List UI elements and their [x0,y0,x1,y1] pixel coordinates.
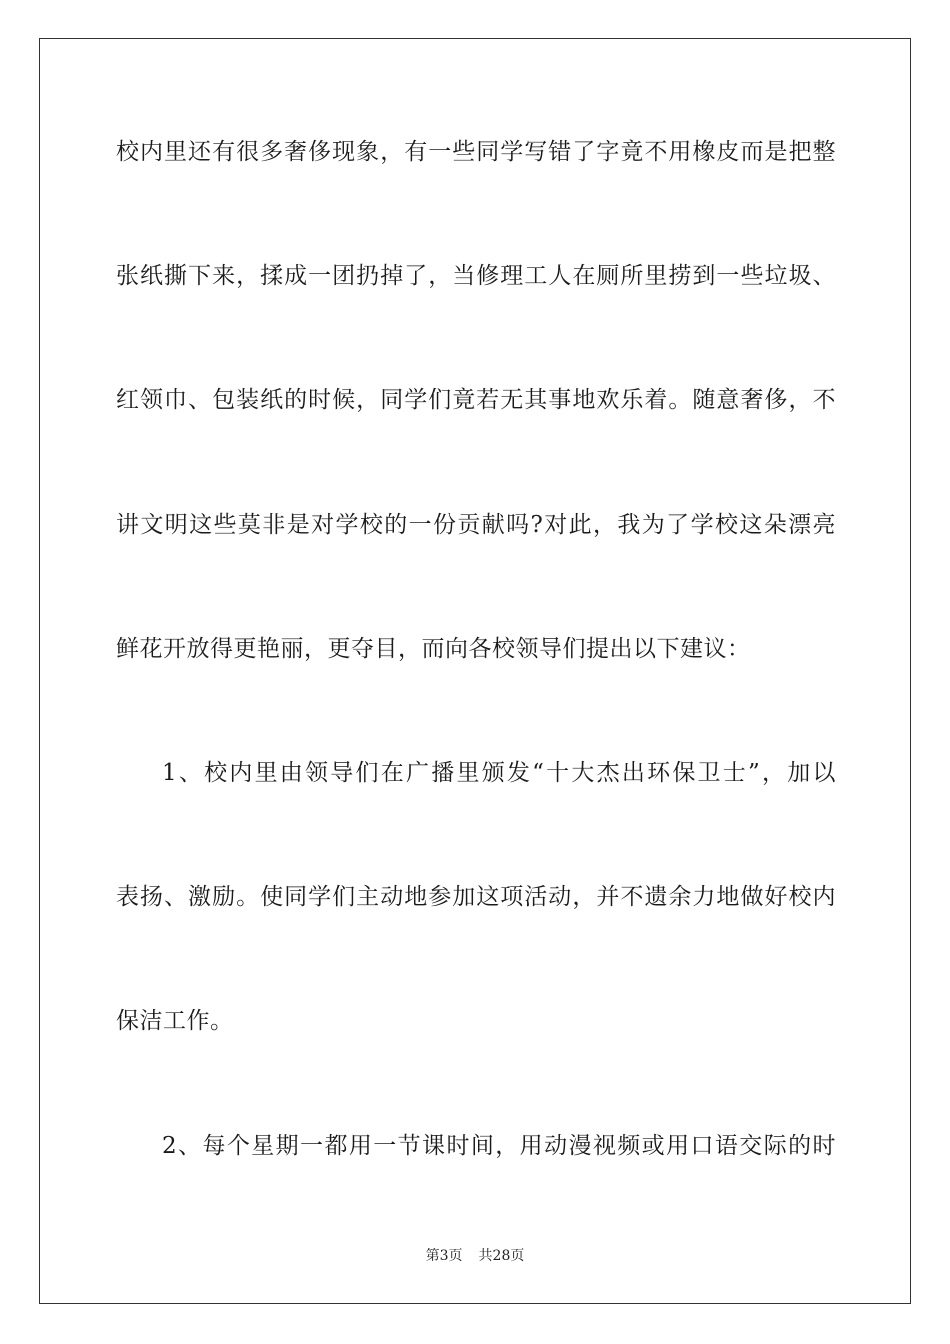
text-line-8: 保洁工作。 [116,1008,234,1034]
text-line-4: 讲文明这些莫非是对学校的一份贡献吗?对此，我为了学校这朵漂亮 [116,512,836,538]
page-number-total: 共28页 [478,1248,525,1264]
text-line-6: 1、校内里由领导们在广播里颁发“十大杰出环保卫士”，加以 [162,760,836,786]
text-line-9: 2、每个星期一都用一节课时间，用动漫视频或用口语交际的时 [162,1133,836,1159]
text-line-1: 校内里还有很多奢侈现象，有一些同学写错了字竟不用橡皮而是把整 [116,139,836,165]
text-line-3: 红领巾、包装纸的时候，同学们竟若无其事地欢乐着。随意奢侈，不 [116,387,836,413]
page-border [39,38,911,1304]
page-footer [0,1247,950,1265]
text-line-5: 鲜花开放得更艳丽，更夺目，而向各校领导们提出以下建议： [116,636,751,662]
text-line-7: 表扬、激励。使同学们主动地参加这项活动，并不遗余力地做好校内 [116,884,836,910]
page-number-current: 第3页 [425,1248,463,1264]
text-line-2: 张纸撕下来，揉成一团扔掉了，当修理工人在厕所里捞到一些垃圾、 [116,263,836,289]
